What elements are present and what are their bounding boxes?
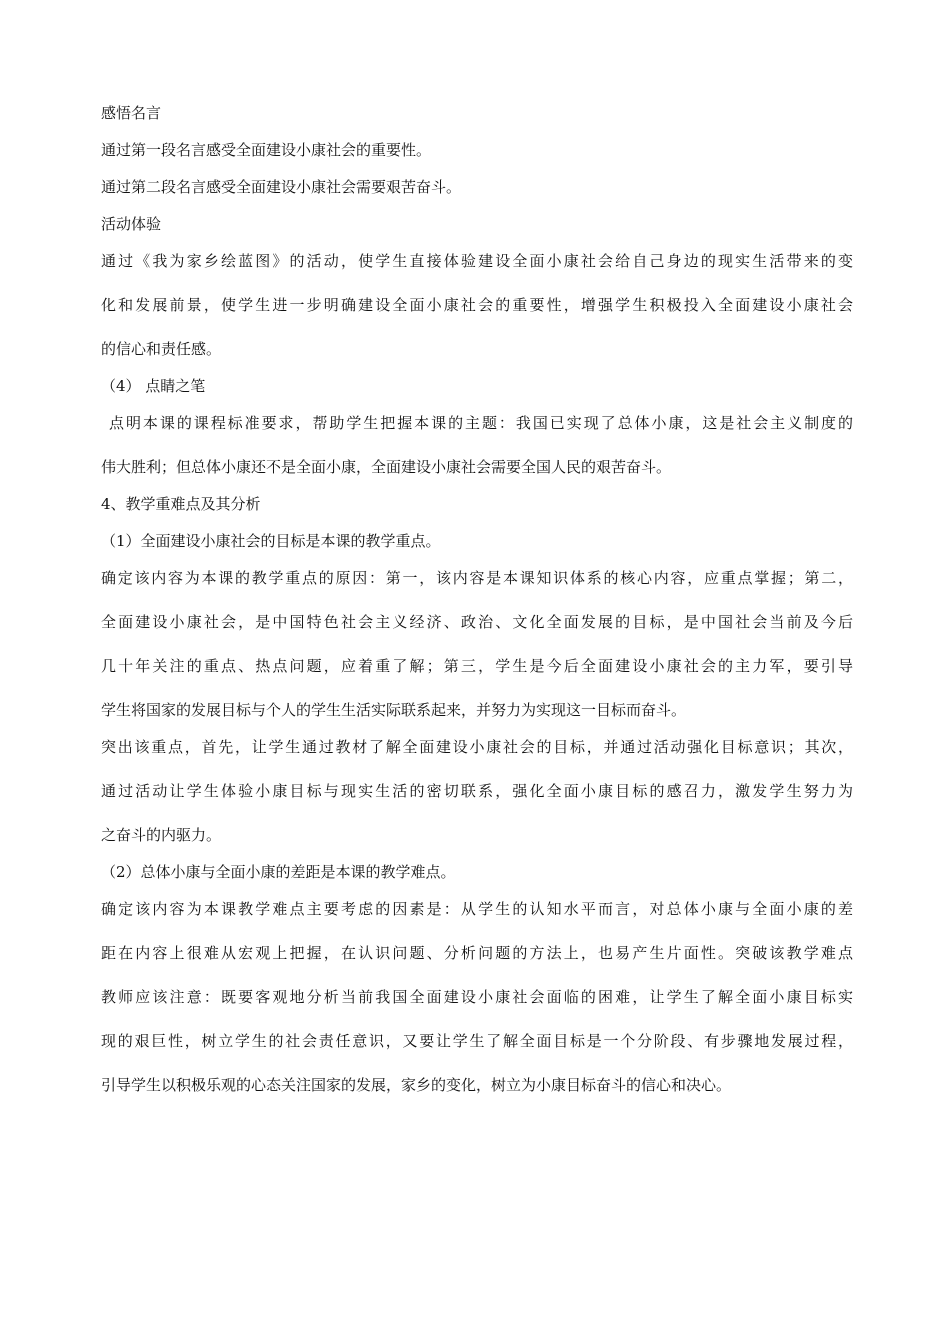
paragraph-line: 通过第一段名言感受全面建设小康社会的重要性。 [101,141,432,159]
document-body [101,101,853,1097]
paragraph-line: 确定该内容为本课教学难点主要考虑的因素是：从学生的认知水平而言，对总体小康与全面小康的差 [101,900,853,918]
paragraph-line: 确定该内容为本课的教学重点的原因：第一，该内容是本课知识体系的核心内容，应重点掌握；第二， [101,569,853,587]
paragraph-line: 通过《我为家乡绘蓝图》的活动，使学生直接体验建设全面小康社会给自己身边的现实生活带来的变 [101,252,853,270]
paragraph-line: 化和发展前景，使学生进一步明确建设全面小康社会的重要性，增强学生积极投入全面建设小康社会 [101,296,853,314]
paragraph-line: 距在内容上很难从宏观上把握，在认识问题、分析问题的方法上，也易产生片面性。突破该教学难点 [101,944,853,962]
paragraph-line: 的信心和责任感。 [101,340,222,358]
paragraph-line: 现的艰巨性，树立学生的社会责任意识，又要让学生了解全面目标是一个分阶段、有步骤地发展过程， [101,1032,853,1050]
subheading-key-point: （1）全面建设小康社会的目标是本课的教学重点。 [101,532,441,550]
paragraph-line: 伟大胜利；但总体小康还不是全面小康，全面建设小康社会需要全国人民的艰苦奋斗。 [101,458,672,476]
paragraph-line: 引导学生以积极乐观的心态关注国家的发展，家乡的变化，树立为小康目标奋斗的信心和决心。 [101,1076,732,1094]
paragraph-line: 几十年关注的重点、热点问题，应着重了解；第三，学生是今后全面建设小康社会的主力军，要引导 [101,657,853,675]
paragraph-line: 全面建设小康社会，是中国特色社会主义经济、政治、文化全面发展的目标，是中国社会当前及今后 [101,613,853,631]
heading-quotes: 感悟名言 [101,104,162,122]
paragraph-line: 点明本课的课程标准要求，帮助学生把握本课的主题：我国已实现了总体小康，这是社会主义制度的 [109,414,853,432]
paragraph-line: 教师应该注意：既要客观地分析当前我国全面建设小康社会面临的困难，让学生了解全面小康目标实 [101,988,853,1006]
paragraph-line: 突出该重点，首先，让学生通过教材了解全面建设小康社会的目标，并通过活动强化目标意识；其次， [101,738,853,756]
heading-key-points: 4、教学重难点及其分析 [101,495,261,513]
paragraph-line: 学生将国家的发展目标与个人的学生生活实际联系起来，并努力为实现这一目标而奋斗。 [101,701,687,719]
heading-activity: 活动体验 [101,215,162,233]
paragraph-line: 通过活动让学生体验小康目标与现实生活的密切联系，强化全面小康目标的感召力，激发学生努力为 [101,782,853,800]
paragraph-line: 之奋斗的内驱力。 [101,826,222,844]
paragraph-line: 通过第二段名言感受全面建设小康社会需要艰苦奋斗。 [101,178,462,196]
heading-finishing-touch: （4） 点睛之笔 [101,377,206,395]
subheading-difficult-point: （2）总体小康与全面小康的差距是本课的教学难点。 [101,863,456,881]
